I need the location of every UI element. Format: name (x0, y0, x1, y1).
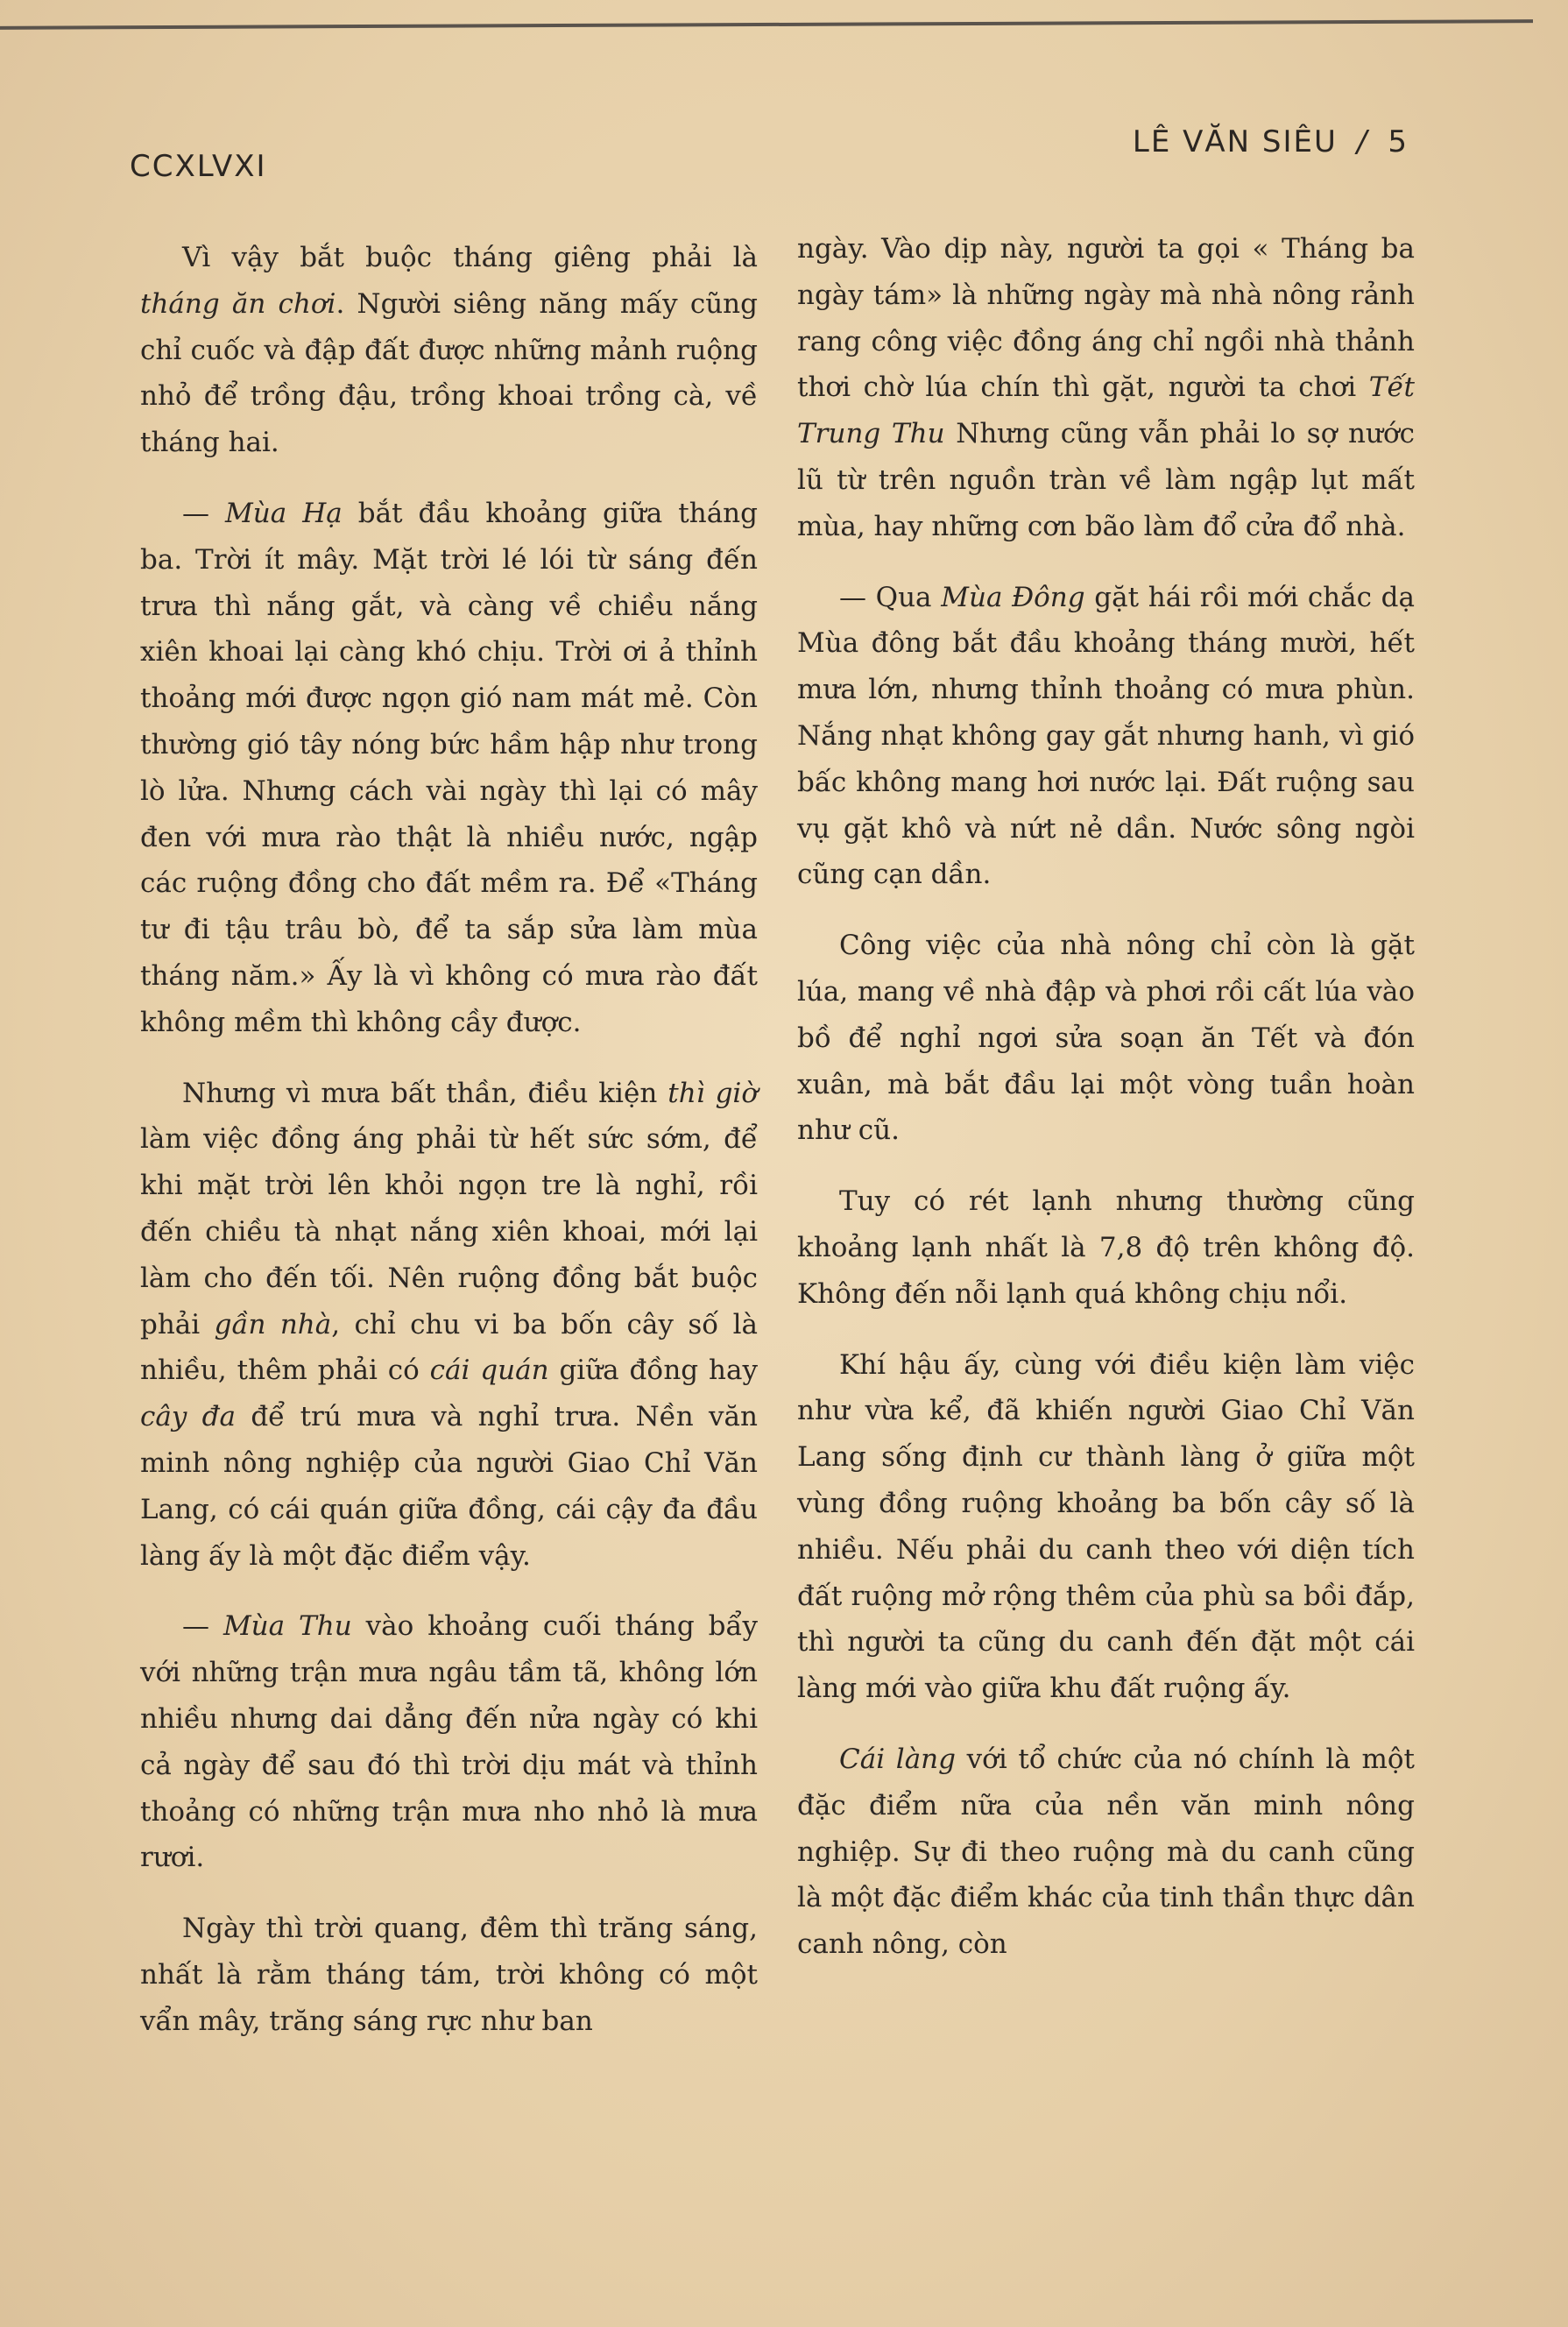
emphasis: tháng ăn chơi (140, 287, 336, 320)
paragraph: Công việc của nhà nông chỉ còn là gặt lúa, mang về nhà đập và phơi rồi cất lúa vào bồ để nghỉ ngơi sửa soạn ăn Tết và đón xuân, mà bắt đầu lại một vòng tuần hoàn như cũ. (797, 930, 1415, 1147)
paragraph: — Mùa Thu vào khoảng cuối tháng bẩy với những trận mưa ngâu tầm tã, không lớn nhiều nhưng dai dẳng đến nửa ngày có khi cả ngày để sau đó thì trời dịu mát và thỉnh thoảng có những trận mưa nho nhỏ là mưa rươi. (140, 1610, 758, 1874)
emphasis: thì giờ (667, 1077, 758, 1109)
header-right (1133, 124, 1409, 159)
top-rule (0, 19, 1533, 30)
emphasis: Cái làng (839, 1743, 956, 1775)
emphasis: cây đa (140, 1401, 237, 1433)
emphasis: Mùa Thu (222, 1610, 352, 1643)
paragraph: — Qua Mùa Đông gặt hái rồi mới chắc dạ Mùa đông bắt đầu khoảng tháng mười, hết mưa lớn, nhưng thỉnh thoảng có mưa phùn. Nắng nhạt không gay gắt nhưng hanh, vì gió bấc không mang hơi nước lại. Đất ruộng sau vụ gặt khô và nứt nẻ dần. Nước sông ngòi cũng cạn dần. (797, 581, 1415, 891)
paragraph: — Mùa Hạ bắt đầu khoảng giữa tháng ba. Trời ít mây. Mặt trời lé lói từ sáng đến trưa thì nắng gắt, và càng về chiều nắng xiên khoai lại càng khó chịu. Trời ơi ả thỉnh thoảng mới được ngọn gió nam mát mẻ. Còn thường gió tây nóng bức hầm hập như trong lò lửa. Nhưng cách vài ngày thì lại có mây đen với mưa rào thật là nhiều nước, ngập các ruộng đồng cho đất mềm ra. Để «Tháng tư đi tậu trâu bò, để ta sắp sửa làm mùa tháng năm.» Ấy là vì không có mưa rào đất không mềm thì không cầy được. (140, 497, 758, 1038)
emphasis: gần nhà (214, 1308, 332, 1340)
emphasis: cái quán (429, 1354, 549, 1387)
emphasis: Mùa Đông (941, 581, 1085, 613)
paragraph: Tuy có rét lạnh nhưng thường cũng khoảng lạnh nhất là 7,8 độ trên không độ. Không đến nỗi lạnh quá không chịu nổi. (797, 1185, 1415, 1310)
paragraph: Ngày thì trời quang, đêm thì trăng sáng, nhất là rằm tháng tám, trời không có một vẩn mây, trăng sáng rực như ban (140, 1913, 758, 2037)
right-column (797, 226, 1415, 1968)
folio-label: CCXLVXI (130, 149, 267, 184)
paragraph: Cái làng với tổ chức của nó chính là một đặc điểm nữa của nền văn minh nông nghiệp. Sự đi theo ruộng mà du canh cũng là một đặc điểm khác của tinh thần thực dân canh nông, còn (797, 1743, 1415, 1961)
left-column (140, 235, 758, 2044)
paragraph: Khí hậu ấy, cùng với điều kiện làm việc như vừa kể, đã khiến người Giao Chỉ Văn Lang sống định cư thành làng ở giữa một vùng đồng ruộng khoảng ba bốn cây số là nhiều. Nếu phải du canh theo với diện tích đất ruộng mở rộng thêm của phù sa bồi đắp, thì người ta cũng du canh đến đặt một cái làng mới vào giữa khu đất ruộng ấy. (797, 1348, 1415, 1705)
emphasis: Tết Trung Thu (797, 371, 1415, 450)
emphasis: Mùa Hạ (225, 497, 343, 529)
running-header (130, 121, 1409, 184)
page-number: 5 (1388, 124, 1409, 159)
paragraph: Nhưng vì mưa bất thần, điều kiện thì giờ làm việc đồng áng phải từ hết sức sớm, để khi mặt trời lên khỏi ngọn tre là nghỉ, rồi đến chiều tà nhạt nắng xiên khoai, mới lại làm cho đến tối. Nên ruộng đồng bắt buộc phải gần nhà, chỉ chu vi ba bốn cây số là nhiều, thêm phải có cái quán giữa đồng hay cây đa để trú mưa và nghỉ trưa. Nền văn minh nông nghiệp của người Giao Chỉ Văn Lang, có cái quán giữa đồng, cái cậy đa đầu làng ấy là một đặc điểm vậy. (140, 1077, 758, 1572)
author-name: LÊ VĂN SIÊU (1132, 124, 1338, 159)
paragraph: Vì vậy bắt buộc tháng giêng phải là tháng ăn chơi. Người siêng năng mấy cũng chỉ cuốc và đập đất được những mảnh ruộng nhỏ để trồng đậu, trồng khoai trồng cà, về tháng hai. (140, 242, 758, 459)
paragraph: ngày. Vào dịp này, người ta gọi « Tháng ba ngày tám» là những ngày mà nhà nông rảnh rang công việc đồng áng chỉ ngồi nhà thảnh thơi chờ lúa chín thì gặt, người ta chơi Tết Trung Thu Nhưng cũng vẫn phải lo sợ nước lũ từ trên nguồn tràn về làm ngập lụt mất mùa, hay những cơn bão làm đổ cửa đổ nhà. (797, 233, 1415, 542)
header-separator: / (1356, 124, 1369, 159)
